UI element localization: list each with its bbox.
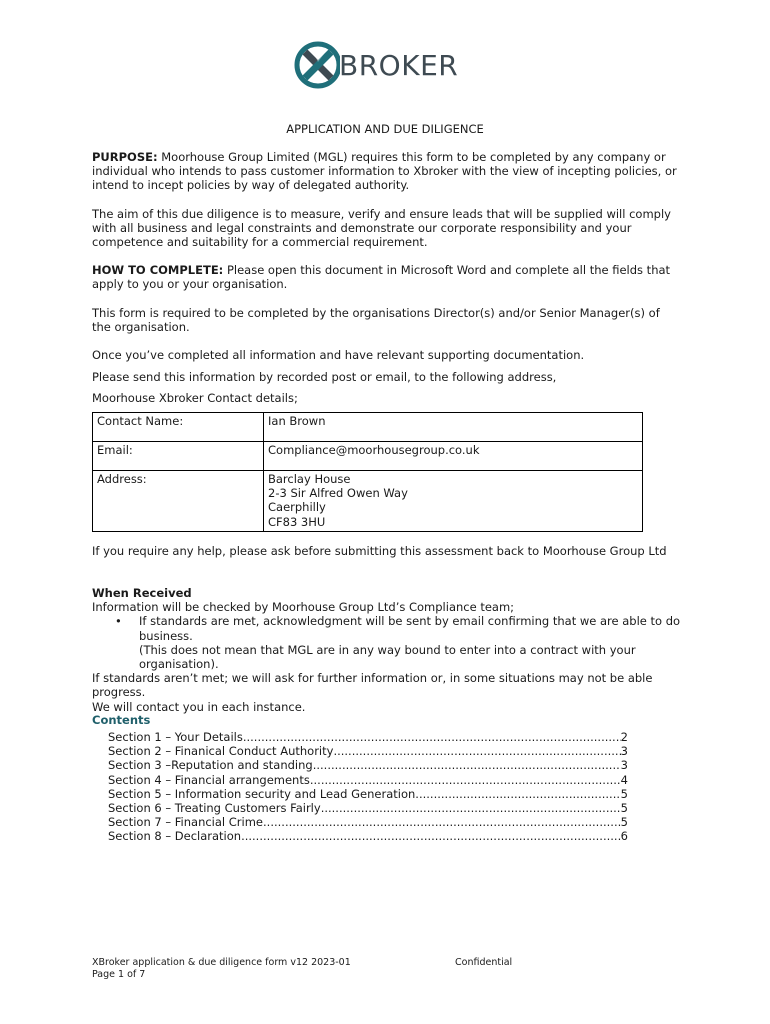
table-row <box>93 471 643 532</box>
bullet-text: If standards are met, acknowledgment will be sent by email confirming that we are able to do business. <box>139 614 681 643</box>
standards-not-met-text: If standards aren’t met; we will ask for further information or, in some situations may not be able progress. <box>92 671 653 700</box>
footer-confidential: Confidential <box>455 957 513 968</box>
how-to-complete-label: HOW TO COMPLETE: <box>92 263 224 277</box>
list-item <box>92 614 682 671</box>
purpose-text: Moorhouse Group Limited (MGL) requires this form to be completed by any company or individual who intends to pass customer information to Xbroker with the view of incepting policies, or intend to incept policies by way of delegated authority. <box>92 150 677 193</box>
toc-label: Section 2 – Finanical Conduct Authority <box>108 744 334 759</box>
once-completed-paragraph: Once you’ve completed all information and have relevant supporting documentation. <box>92 348 585 362</box>
help-paragraph: If you require any help, please ask before submitting this assessment back to Moorhouse Group Ltd <box>92 544 667 558</box>
toc-leader <box>313 758 621 772</box>
toc-leader <box>243 730 621 744</box>
toc-page-number: 5 <box>620 815 628 830</box>
toc-label: Section 5 – Information security and Lead Generation <box>108 786 416 801</box>
document-title: APPLICATION AND DUE DILIGENCE <box>286 122 484 136</box>
address-value <box>264 471 643 532</box>
how-to-complete-paragraph <box>92 263 682 291</box>
toc-entry-section-3[interactable] <box>108 758 628 772</box>
table-of-contents <box>108 730 628 844</box>
logo-wordmark: BROKER <box>339 49 459 82</box>
toc-entry-section-7[interactable] <box>108 815 628 829</box>
contact-details-table <box>92 412 643 532</box>
footer-page-number: Page 1 of 7 <box>92 969 146 980</box>
address-line: Barclay House <box>268 472 351 486</box>
toc-page-number: 6 <box>620 829 628 844</box>
toc-label: Section 7 – Financial Crime <box>108 815 264 830</box>
toc-label: Section 8 – Declaration <box>108 829 242 844</box>
how-to-complete-text: Please open this document in Microsoft Word and complete all the fields that apply to you or your organisation. <box>92 263 671 292</box>
toc-label: Section 4 – Financial arrangements <box>108 772 310 787</box>
when-received-list <box>92 614 682 671</box>
toc-page-number: 3 <box>620 758 628 773</box>
address-line: CF83 3HU <box>268 514 326 529</box>
toc-label: Section 3 –Reputation and standing <box>108 758 313 773</box>
table-row <box>93 442 643 471</box>
toc-page-number: 3 <box>620 744 628 759</box>
purpose-label: PURPOSE: <box>92 150 158 164</box>
toc-leader <box>321 801 621 815</box>
xbroker-logo <box>292 40 472 92</box>
address-label: Address: <box>93 471 264 532</box>
contact-name-value: Ian Brown <box>264 413 643 442</box>
contact-each-instance-text: We will contact you in each instance. <box>92 699 306 714</box>
email-label: Email: <box>93 442 264 471</box>
toc-entry-section-5[interactable] <box>108 787 628 801</box>
toc-entry-section-6[interactable] <box>108 801 628 815</box>
toc-entry-section-4[interactable] <box>108 773 628 787</box>
toc-entry-section-8[interactable] <box>108 829 628 843</box>
toc-label: Section 6 – Treating Customers Fairly <box>108 801 321 816</box>
bullet-icon: • <box>115 614 122 629</box>
when-received-heading: When Received <box>92 586 192 600</box>
toc-leader <box>310 773 621 787</box>
aim-paragraph: The aim of this due diligence is to measure, verify and ensure leads that will be supplied will comply with all business and legal constraints and demonstrate our corporate responsibility and your competence and suitability for a commercial requirement. <box>92 207 671 250</box>
send-info-paragraph: Please send this information by recorded post or email, to the following address, <box>92 370 557 384</box>
toc-page-number: 2 <box>620 730 628 744</box>
email-value[interactable]: Compliance@moorhousegroup.co.uk <box>264 442 643 471</box>
contact-intro: Moorhouse Xbroker Contact details; <box>92 391 298 405</box>
footer-form-name: XBroker application & due diligence form v12 2023-01 <box>92 957 351 968</box>
contact-name-label: Contact Name: <box>93 413 264 442</box>
toc-leader <box>333 744 620 758</box>
xbroker-logo-mark-icon <box>292 40 340 92</box>
toc-entry-section-1[interactable] <box>108 730 628 744</box>
when-received-intro: Information will be checked by Moorhouse Group Ltd’s Compliance team; <box>92 600 515 615</box>
toc-entry-section-2[interactable] <box>108 744 628 758</box>
bullet-note: (This does not mean that MGL are in any way bound to enter into a contract with your organisation). <box>139 642 636 672</box>
toc-leader <box>415 787 620 801</box>
address-line: Caerphilly <box>268 500 326 515</box>
toc-page-number: 4 <box>620 772 628 787</box>
toc-leader <box>241 829 621 843</box>
when-received-section <box>92 586 682 714</box>
table-row <box>93 413 643 442</box>
footer-left <box>92 957 351 981</box>
toc-page-number: 5 <box>620 801 628 816</box>
toc-leader <box>263 815 621 829</box>
toc-label: Section 1 – Your Details <box>108 730 243 744</box>
contents-heading: Contents <box>92 713 151 727</box>
purpose-paragraph <box>92 150 682 193</box>
required-paragraph: This form is required to be completed by the organisations Director(s) and/or Senior Manager(s) of the organisation. <box>92 306 660 335</box>
toc-page-number: 5 <box>620 786 628 801</box>
address-line: 2-3 Sir Alfred Owen Way <box>268 486 408 501</box>
